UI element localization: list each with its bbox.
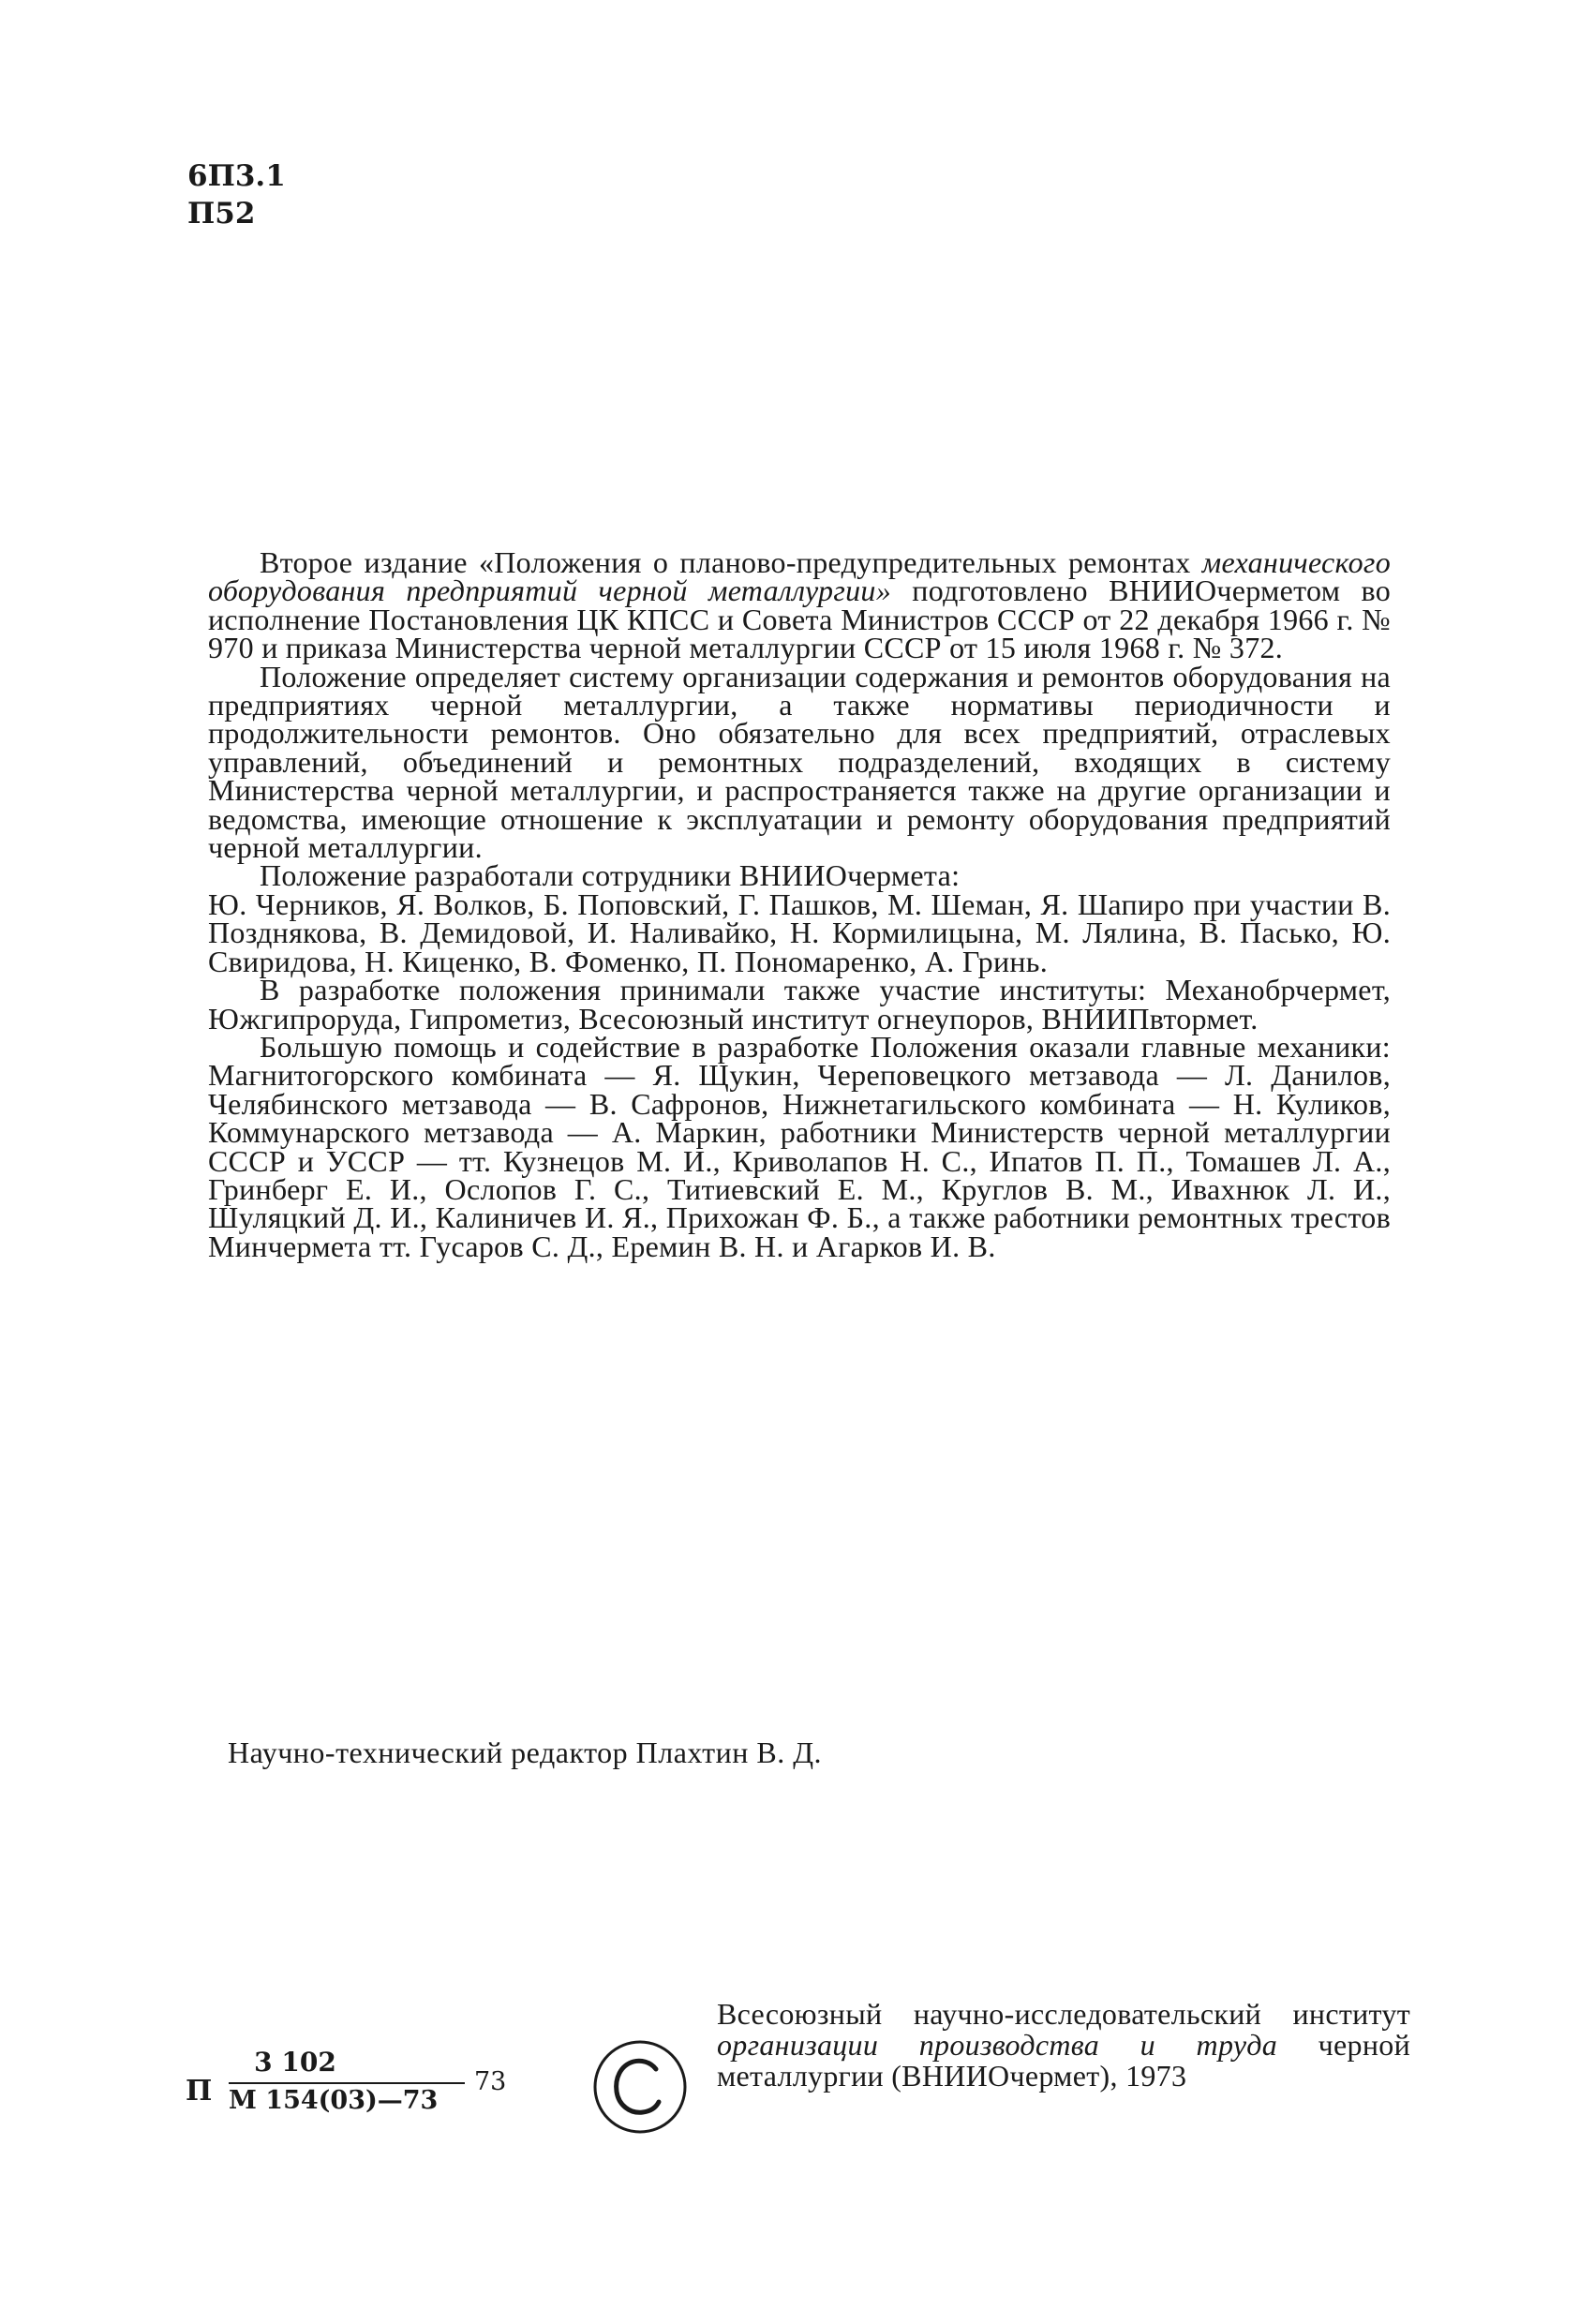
main-text — [208, 545, 1392, 1263]
publisher-italic: организации производства и труда — [717, 2028, 1278, 2062]
publisher-part-2: черной металлургии (ВНИИОчермет), 1973 — [717, 2028, 1410, 2093]
udc-code — [187, 157, 286, 232]
paragraph-scope: Положение определяет систему организации содержания и ремонтов оборудования на предприятиях черной металлургии, а также нормативы периодичности и продолжительности ремонтов. Оно обязательно для всех предприятий, отраслевых управлений, объединений и ремонтных подразделений, входящих в систему Министерства черной металлургии, и распространяется также на другие организации и ведомства, имеющие отношение к эксплуатации и ремонту оборудования предприятий черной металлургии. — [208, 659, 1391, 865]
paragraph-edition — [208, 545, 1392, 665]
index-letter: П — [186, 2075, 213, 2108]
paragraph-acknowledgements: Большую помощь и содействие в разработке Положения оказали главные механики: Магнитогорского комбината — Я. Щукин, Череповецкого метзавода — Л. Данилов, Челябинского метзавода — В. Сафронов, Нижнетагильского комбината — Н. Куликов, Коммунарского метзавода — А. Маркин, работники Министерств черной металлургии СССР и УССР — тт. Кузнецов М. И., Криволапов Н. С., Ипатов П. П., Томашев Л. А., Гринберг Е. И., Ослопов Г. С., Титиевский Е. М., Круглов В. М., Ивахнюк Л. И., Шуляцкий Д. И., Калиничев И. Я., Прихожан Ф. Б., а также работники ремонтных трестов Минчермета тт. Гусаров С. Д., Еремин В. Н. и Агарков И. В. — [208, 1029, 1391, 1263]
udc-line-2: П52 — [187, 197, 256, 231]
index-denominator: М 154(03)—73 — [229, 2086, 439, 2115]
index-fraction-line — [229, 2082, 465, 2084]
publication-index — [186, 2047, 523, 2150]
copyright-icon — [588, 2035, 692, 2138]
paragraph-authors-intro: Положение разработали сотрудники ВНИИОчермета: — [260, 858, 961, 893]
paragraph-authors-list: Ю. Черников, Я. Волков, Б. Поповский, Г. Пашков, М. Шеман, Я. Шапиро при участии В. Позднякова, В. Демидовой, И. Наливайко, Н. Кормилицына, М. Лялина, В. Пасько, Ю. Свиридова, Н. Киценко, В. Фоменко, П. Пономаренко, А. Гринь. — [208, 886, 1391, 978]
index-numerator: 3 102 — [254, 2047, 336, 2078]
paragraph-edition-part-2: подготовлено ВНИИОчерметом во исполнение Постановления ЦК КПСС и Совета Министров СССР от 22 декабря 1966 г. № 970 и приказа Министерства черной металлургии СССР от 15 июля 1968 г. № 372. — [208, 574, 1392, 665]
index-year: 73 — [474, 2067, 507, 2096]
paragraph-edition-part-1: Второе издание «Положения о планово-предупредительных ремонтах — [260, 545, 1202, 579]
udc-line-1: 6П3.1 — [187, 159, 286, 193]
paragraph-institutes: В разработке положения принимали также участие институты: Механобрчермет, Южгипроруда, Гипрометиз, Всесоюзный институт огнеупоров, ВНИИПвтормет. — [208, 973, 1391, 1035]
publisher-imprint — [717, 1999, 1410, 2092]
publisher-part-1: Всесоюзный научно-исследовательский институт — [717, 1997, 1410, 2031]
technical-editor: Научно-технический редактор Плахтин В. Д. — [228, 1736, 823, 1769]
paragraph-edition-italic: механического оборудования предприятий черной металлургии» — [208, 545, 1391, 608]
